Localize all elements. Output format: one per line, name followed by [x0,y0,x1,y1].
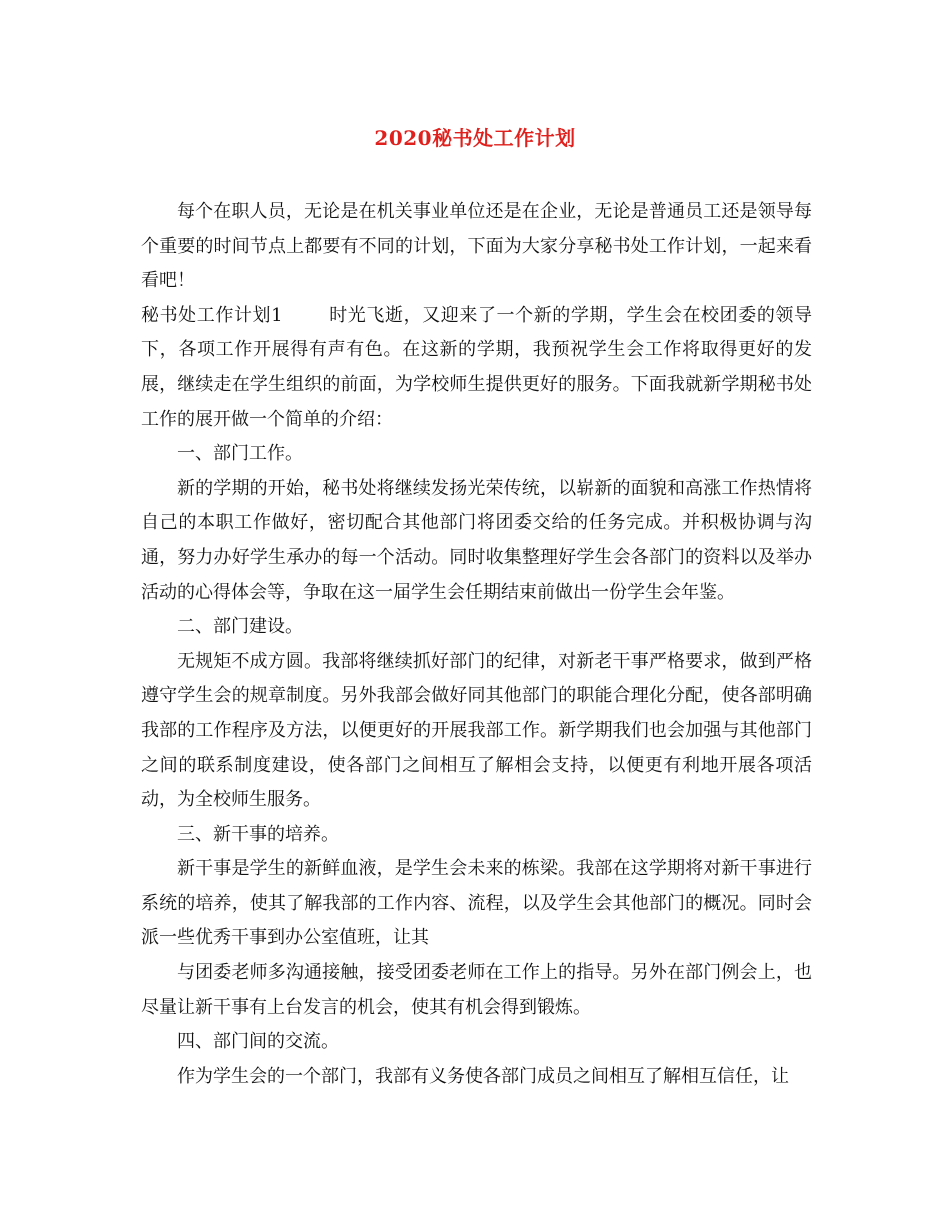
plan-opening-text: 时光飞逝，又迎来了一个新的学期，学生会在校团委的领导下，各项工作开展得有声有色。在这新的学期，我预祝学生会工作将取得更好的发展，继续走在学生组织的前面，为学校师生提供更好的服务。下面我就新学期秘书处工作的展开做一个简单的介绍： [141,304,813,430]
section-heading-2: 二、部门建设。 [177,616,303,638]
section-body-3a: 新干事是学生的新鲜血液，是学生会未来的栋梁。我部在这学期将对新干事进行系统的培养，使其了解我部的工作内容、流程，以及学生会其他部门的概况。同时会派一些优秀干事到办公室值班，让其 [141,858,812,949]
document-title: 2020秘书处工作计划 [374,126,576,150]
section-heading-1: 一、部门工作。 [177,443,303,465]
section-body-4: 作为学生会的一个部门，我部有义务使各部门成员之间相互了解相互信任，让 [177,1065,789,1087]
section-body-1: 新的学期的开始，秘书处将继续发扬光荣传统，以崭新的面貌和高涨工作热情将自己的本职工作做好，密切配合其他部门将团委交给的任务完成。并积极协调与沟通，努力办好学生承办的每一个活动。同时收集整理好学生会各部门的资料以及举办活动的心得体会等，争取在这一届学生会任期结束前做出一份学生会年鉴。 [141,477,812,603]
intro-paragraph: 每个在职人员，无论是在机关事业单位还是在企业，无论是普通员工还是领导每个重要的时间节点上都要有不同的计划，下面为大家分享秘书处工作计划，一起来看看吧！ [141,201,812,292]
section-heading-3: 三、新干事的培养。 [177,823,339,845]
plan-label: 秘书处工作计划1 [141,304,283,326]
section-body-2: 无规矩不成方圆。我部将继续抓好部门的纪律，对新老干事严格要求，做到严格遵守学生会的规章制度。另外我部会做好同其他部门的职能合理化分配，使各部明确我部的工作程序及方法，以便更好的开展我部工作。新学期我们也会加强与其他部门之间的联系制度建设，使各部门之间相互了解相会支持，以便更有利地开展各项活动，为全校师生服务。 [141,650,812,811]
plan-paragraph [141,299,812,437]
document-body [141,195,812,1094]
section-heading-4: 四、部门间的交流。 [177,1031,339,1053]
section-body-3b: 与团委老师多沟通接触，接受团委老师在工作上的指导。另外在部门例会上，也尽量让新干事有上台发言的机会，使其有机会得到锻炼。 [141,962,812,1018]
